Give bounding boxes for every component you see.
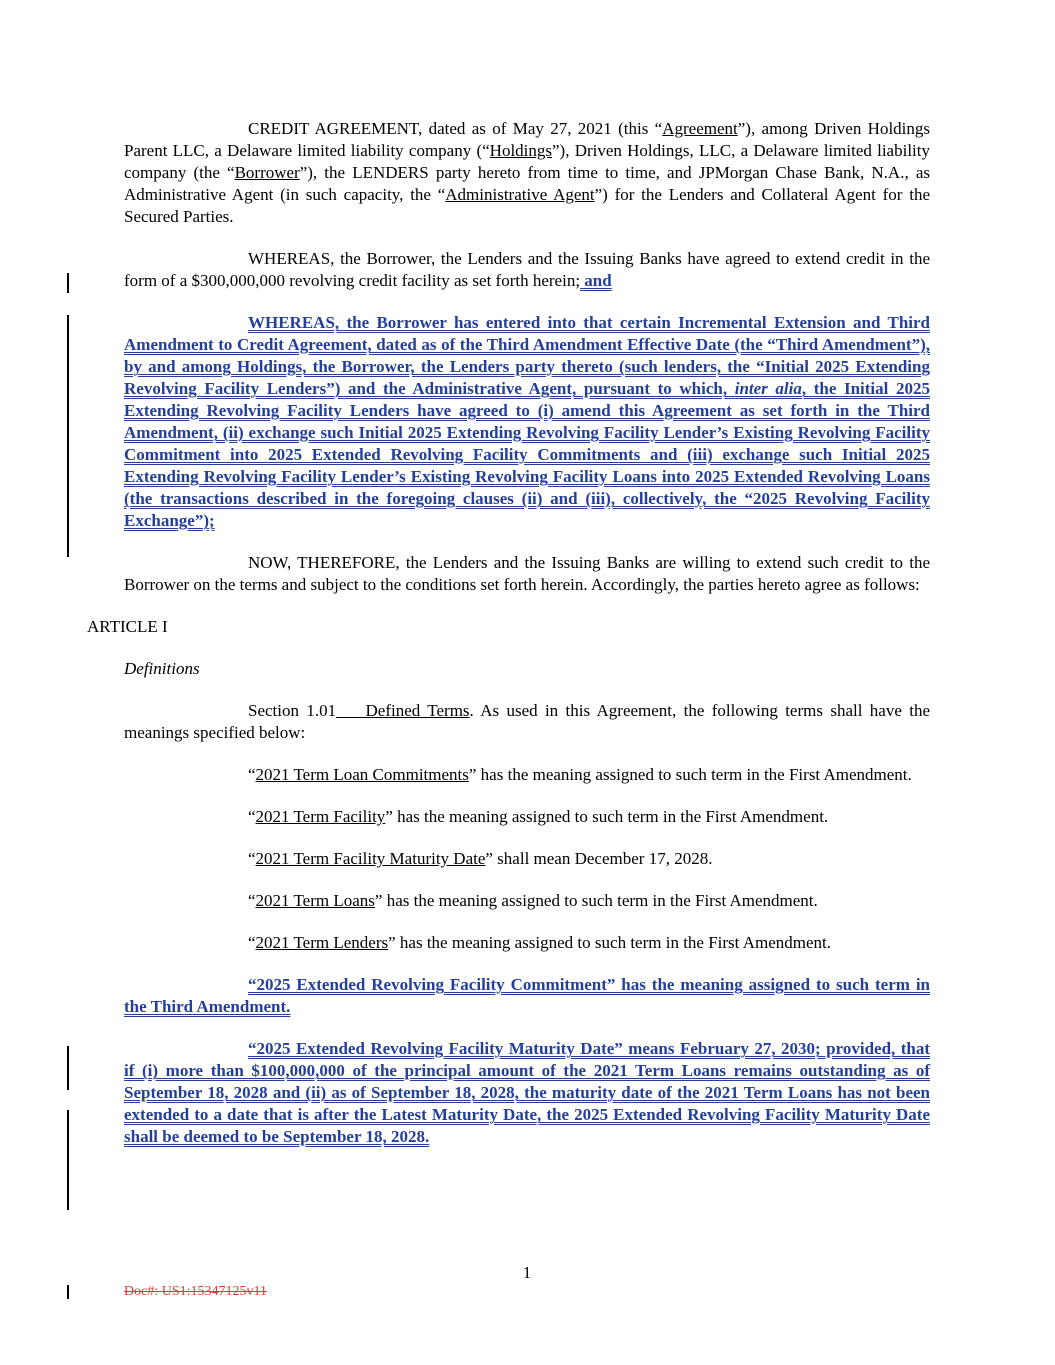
- text-run: ” has the meaning assigned to such term in the First Amendment.: [385, 807, 829, 826]
- text-run: “: [248, 807, 256, 826]
- text-run: ”), Driven Holdings, LLC, a Delaware limited liability company (the “: [124, 141, 930, 182]
- text-run: ”) for the Lenders and Collateral Agent for the Secured Parties.: [124, 185, 930, 226]
- text-run: “: [248, 849, 256, 868]
- text-run: 2021 Term Loans: [255, 891, 375, 910]
- text-run: ” has the meaning assigned to such term in the First Amendment.: [388, 933, 831, 952]
- revision-change-bar: [67, 273, 69, 293]
- paragraph-whereas-third-amendment-inserted: [124, 312, 930, 532]
- text-run: “: [248, 765, 256, 784]
- revision-change-bar: [67, 315, 69, 557]
- text-run: . As used in this Agreement, the following terms shall have the meanings specified below:: [124, 701, 930, 742]
- text-run: ” has the meaning assigned to such term in the First Amendment.: [374, 891, 818, 910]
- text-run: “2025 Extended Revolving Facility Commitment” has the meaning assigned to such term in the Third Amendment.: [124, 975, 930, 1016]
- text-run: 2021 Term Loan Commitments: [255, 765, 469, 784]
- footer-doc-id: Doc#: US1:15347125v11: [124, 1284, 267, 1299]
- text-run: , the Initial 2025 Extending Revolving Facility Lenders have agreed to (i) amend this Agreement as set forth in the Third Amendment, (ii) exchange such Initial 2025 Extending Revolving Facility Lender’s Existing Revolving Facility Commitment into 2025 Extended Revolving Facility Commitments and (iii) exchange such Initial 2025 Extending Revolving Facility Lender’s Existing Revolving Facility Loans into 2025 Extended Revolving Loans (the transactions described in the foregoing clauses (ii) and (iii), collectively, the “2025 Revolving Facility Exchange”);: [124, 379, 930, 530]
- text-run: CREDIT AGREEMENT, dated as of May 27, 2021 (this “: [248, 119, 663, 138]
- revision-change-bar: [67, 1285, 69, 1299]
- text-run: “: [248, 933, 256, 952]
- text-run: inter alia: [734, 379, 802, 398]
- text-run: ” has the meaning assigned to such term in the First Amendment.: [468, 765, 912, 784]
- text-run: ”), the LENDERS party hereto from time to time, and JPMorgan Chase Bank, N.A., as Administrative Agent (in such capacity, the “: [124, 163, 930, 204]
- text-run: ” shall mean December 17, 2028.: [485, 849, 713, 868]
- paragraph-article-i-heading: [87, 616, 893, 638]
- text-run: Administrative Agent: [445, 185, 595, 204]
- revision-change-bar: [67, 1046, 69, 1090]
- paragraph-def-2021-term-lenders: [124, 932, 930, 954]
- page-number: 1: [522, 1263, 532, 1282]
- paragraph-credit-agreement-intro: [124, 118, 930, 228]
- text-run: NOW, THEREFORE, the Lenders and the Issuing Banks are willing to extend such credit to the Borrower on the terms and subject to the conditions set forth herein. Accordingly, the parties hereto agree as follows:: [124, 553, 930, 594]
- text-run: Borrower: [234, 163, 300, 182]
- text-run: “: [248, 891, 256, 910]
- text-run: “2025 Extended Revolving Facility Maturity Date” means February 27, 2030; provided, that if (i) more than $100,000,000 of the principal amount of the 2021 Term Loans remains outstanding as of September 18, 2028 and (ii) as of September 18, 2028, the maturity date of the 2021 Term Loans has not been extended to a date that is after the Latest Maturity Date, the 2025 Extended Revolving Facility Maturity Date shall be deemed to be September 18, 2028.: [124, 1039, 930, 1146]
- paragraph-now-therefore: [124, 552, 930, 596]
- paragraph-def-2021-term-loan-commitments: [124, 764, 930, 786]
- text-run: Agreement: [662, 119, 738, 138]
- text-run: 2021 Term Facility: [255, 807, 386, 826]
- text-run: 2021 Term Lenders: [255, 933, 389, 952]
- text-run: and: [580, 271, 612, 290]
- paragraph-def-2025-extended-revolving-facility-commitment: [124, 974, 930, 1018]
- paragraph-section-1-01-defined-terms: [124, 700, 930, 744]
- text-run: WHEREAS, the Borrower, the Lenders and the Issuing Banks have agreed to extend credit in the form of a $300,000,000 revolving credit facility as set forth herein;: [124, 249, 930, 290]
- text-run: ARTICLE I: [87, 617, 168, 636]
- text-run: Definitions: [124, 659, 200, 678]
- paragraph-def-2021-term-loans: [124, 890, 930, 912]
- text-run: 2021 Term Facility Maturity Date: [255, 849, 486, 868]
- text-run: WHEREAS, the Borrower has entered into that certain Incremental Extension and Third Amendment to Credit Agreement, dated as of the Third Amendment Effective Date (the “Third Amendment”), by and among Holdings, the Borrower, the Lenders party thereto (such lenders, the “Initial 2025 Extending Revolving Facility Lenders”) and the Administrative Agent, pursuant to which,: [124, 313, 930, 398]
- text-run: Defined Terms: [336, 701, 470, 720]
- text-run: ”), among Driven Holdings Parent LLC, a Delaware limited liability company (“: [124, 119, 931, 160]
- paragraph-definitions-heading: [124, 658, 930, 680]
- document-body: [87, 118, 931, 1168]
- paragraph-def-2025-extended-revolving-facility-maturity-date: [124, 1038, 930, 1148]
- revision-change-bar: [67, 1110, 69, 1210]
- paragraph-whereas-revolving-credit: [124, 248, 930, 292]
- paragraph-def-2021-term-facility-maturity-date: [124, 848, 930, 870]
- text-run: Holdings: [489, 141, 553, 160]
- paragraph-def-2021-term-facility: [124, 806, 930, 828]
- text-run: Section 1.01: [248, 701, 337, 720]
